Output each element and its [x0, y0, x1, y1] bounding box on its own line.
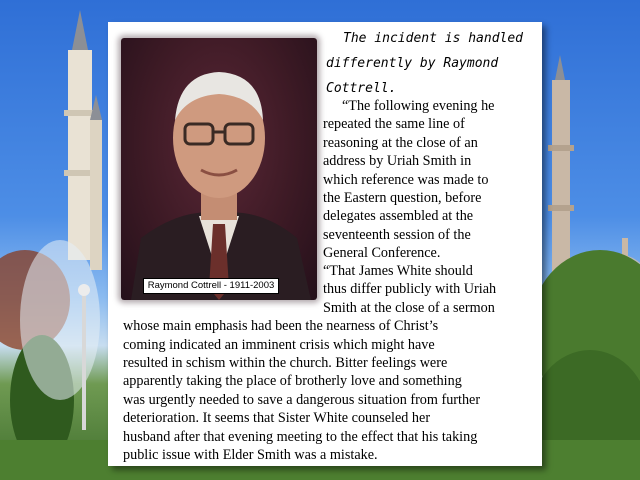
photo-caption: Raymond Cottrell - 1911-2003 — [143, 278, 279, 294]
heading — [326, 26, 536, 101]
text-line: “The following evening he — [342, 98, 495, 114]
text-line: General Conference. — [323, 245, 441, 262]
text-line: seventeenth session of the — [323, 226, 471, 243]
text-line: deterioration. It seems that Sister White counseled her — [123, 410, 431, 427]
text-line: the Eastern question, before — [323, 190, 482, 207]
paragraph-1 — [323, 97, 494, 263]
heading-line: The incident is handled — [343, 31, 524, 46]
content-card — [108, 22, 542, 466]
heading-line: differently by Raymond — [326, 56, 499, 71]
text-line: was urgently needed to save a dangerous situation from further — [123, 391, 481, 408]
text-line: address by Uriah Smith in — [323, 153, 472, 170]
minaret-left-icon — [64, 10, 102, 270]
text-line: apparently taking the place of brotherly love and something — [123, 373, 462, 390]
text-line: resulted in schism within the church. Bitter feelings were — [123, 355, 448, 372]
paragraph-2 — [123, 262, 496, 464]
text-line: reasoning at the close of an — [323, 134, 478, 151]
text-line: thus differ publicly with Uriah — [323, 281, 497, 298]
text-line: delegates assembled at the — [323, 208, 474, 225]
portrait-photo — [121, 38, 317, 300]
text-line: coming indicated an imminent crisis which might have — [123, 336, 435, 353]
text-line: repeated the same line of — [323, 116, 465, 133]
text-line: whose main emphasis had been the nearness of Christ’s — [123, 318, 439, 335]
heading-line: Cottrell. — [326, 81, 397, 96]
portrait-illustration — [121, 38, 317, 300]
text-line: “That James White should — [323, 263, 473, 279]
text-line: husband after that evening meeting to the effect that his taking — [123, 428, 478, 445]
text-line: public issue with Elder Smith was a mistake. — [123, 447, 378, 464]
text-line: Smith at the close of a sermon — [323, 299, 495, 316]
text-line: which reference was made to — [323, 171, 489, 188]
